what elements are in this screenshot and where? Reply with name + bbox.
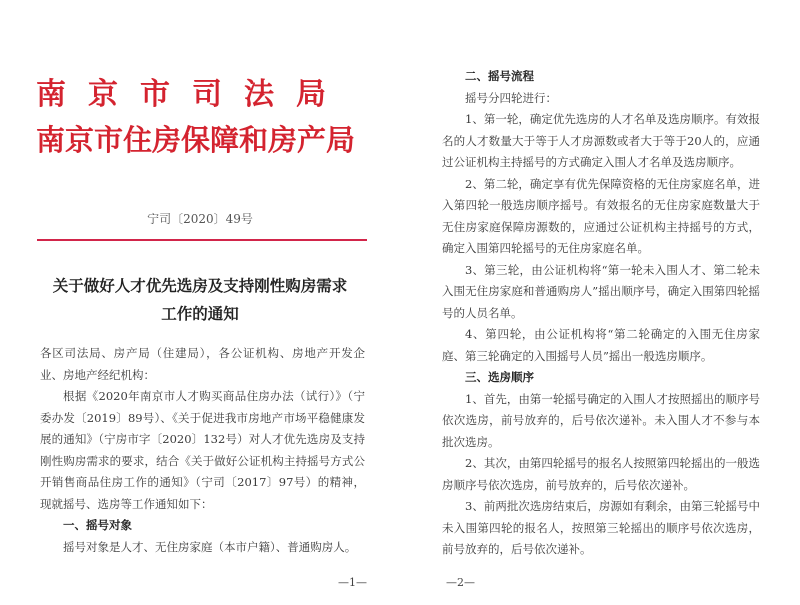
round-3-paragraph: 3、第三轮，由公证机构将“第一轮未入围人才、第二轮未入围无住房家庭和普通购房人”摇出顺序号，确定入围第四轮摇号的人员名单。 — [442, 262, 760, 320]
issuing-org-justice-bureau: 南京市司法局 — [36, 77, 348, 112]
round-1-paragraph: 1、第一轮，确定优先选房的人才名单及选房顺序。有效报名的人才数量大于等于人才房源数或者大于等于20人的，应通过公证机构主持摇号的方式确定入围人才名单及选房顺序。 — [442, 112, 760, 169]
page-2-body — [442, 66, 760, 561]
section-2-heading: 二、摇号流程 — [465, 69, 534, 83]
round-4-paragraph: 4、第四轮，由公证机构将“第二轮确定的入围无住房家庭、第三轮确定的入围摇号人员”摇出一般选房顺序。 — [442, 327, 760, 363]
order-1-paragraph: 1、首先，由第一轮摇号确定的入围人才按照摇出的顺序号依次选房，前号放弃的，后号依次递补。未入围人才不参与本批次选房。 — [442, 391, 760, 449]
order-3-paragraph: 3、前两批次选房结束后，房源如有剩余，由第三轮摇号中未入围第四轮的报名人，按照第三轮摇出的顺序号依次选房，前号放弃的，后号依次递补。 — [442, 499, 760, 556]
section-3-heading: 三、选房顺序 — [465, 370, 534, 384]
page-number-2: —2— — [446, 576, 475, 589]
document-title-line-1: 关于做好人才优先选房及支持刚性购房需求 — [52, 276, 348, 295]
document-title-line-2: 工作的通知 — [161, 304, 239, 323]
red-divider-rule — [37, 239, 367, 241]
page-1-body — [40, 343, 365, 558]
section-1-text: 摇号对象是人才、无住房家庭（本市户籍）、普通购房人。 — [63, 539, 357, 554]
intro-paragraph: 根据《2020年南京市人才购买商品住房办法（试行）》（宁委办发〔2019〕89号）、《关于促进我市房地产市场平稳健康发展的通知》（宁房市字〔2020〕132号）对人才优先选房及支持刚性购房需求的要求，结合《关于做好公证机构主持摇号方式公开销售商品住房工作的通知》（宁司〔2017〕97号）的精神，现就摇号、选房等工作通知如下： — [40, 389, 365, 511]
section-1-heading: 一、摇号对象 — [63, 518, 132, 532]
section-2-intro: 摇号分四轮进行： — [465, 90, 557, 105]
document-number: 宁司〔2020〕49号 — [147, 212, 253, 226]
issuing-org-housing-bureau: 南京市住房保障和房产局 — [36, 123, 356, 157]
addressee: 各区司法局、房产局（住建局），各公证机构、房地产开发企业、房地产经纪机构： — [40, 346, 365, 382]
round-2-paragraph: 2、第二轮，确定享有优先保障资格的无住房家庭名单，进入第四轮一般选房顺序摇号。有效报名的无住房家庭数量大于无住房家庭保障房源数的，应通过公证机构主持摇号的方式，确定入围第四轮摇号的无住房家庭名单。 — [442, 176, 760, 255]
order-2-paragraph: 2、其次，由第四轮摇号的报名人按照第四轮摇出的一般选房顺序号依次选房，前号放弃的，后号依次递补。 — [442, 456, 760, 492]
page-number-1: —1— — [338, 576, 367, 589]
